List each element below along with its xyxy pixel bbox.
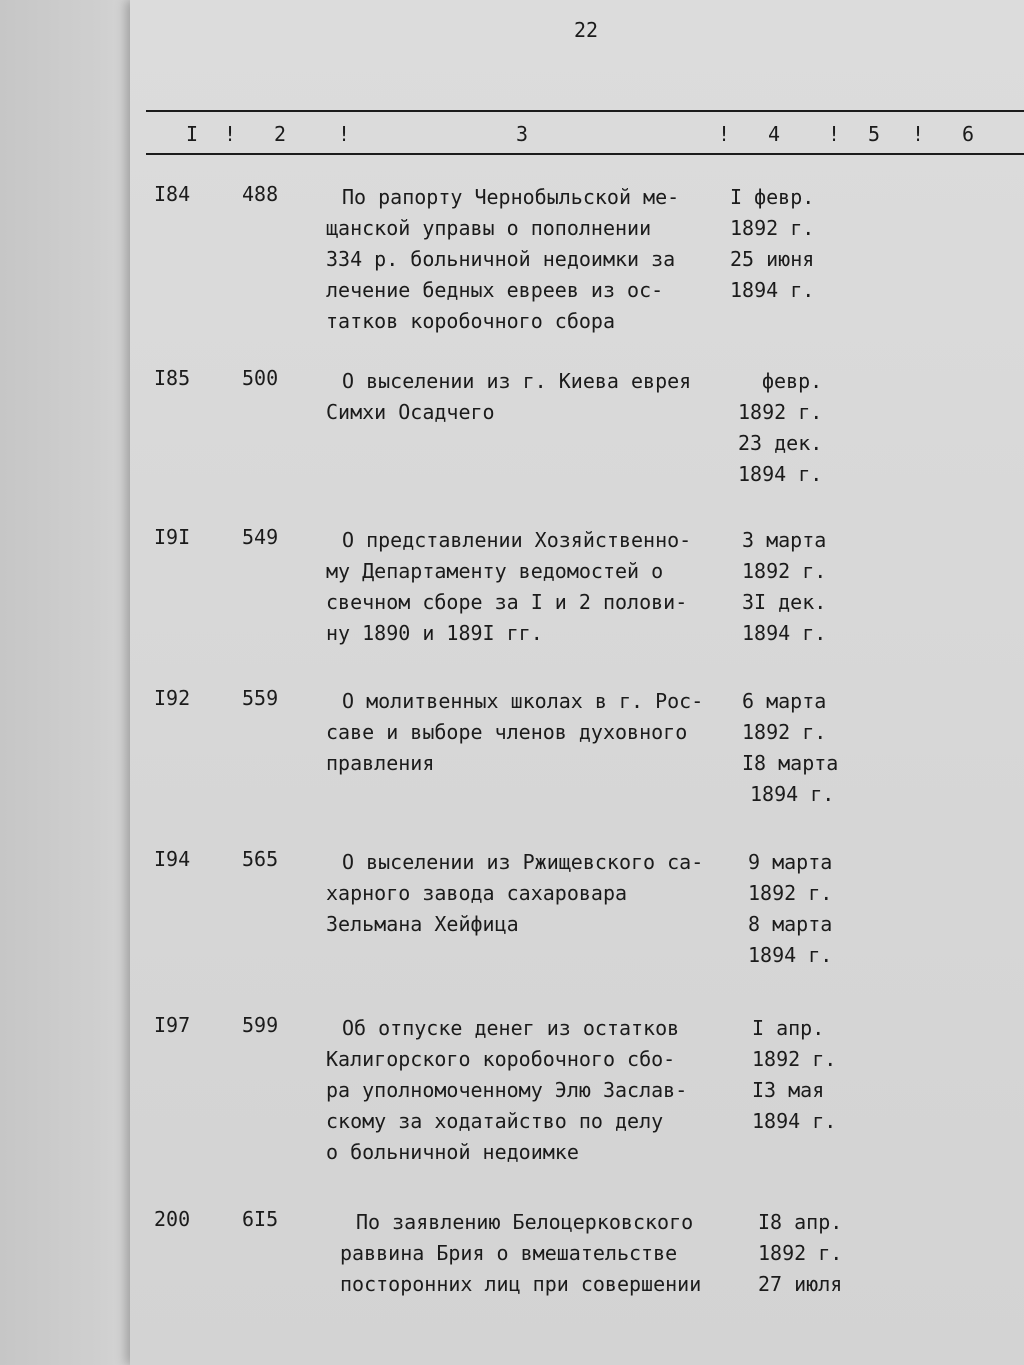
- date-line: 1892 г.: [752, 1047, 837, 1071]
- row-doc-number: 549: [242, 525, 279, 549]
- date-line: 1894 г.: [750, 782, 835, 806]
- date-line: 1894 г.: [742, 621, 827, 645]
- header-separator: !: [912, 122, 925, 146]
- row-number: I85: [154, 366, 191, 390]
- date-line: 6 марта: [742, 689, 827, 713]
- description-line: Симхи Осадчего: [326, 400, 495, 424]
- description-line: харного завода сахаровара: [326, 881, 628, 905]
- date-line: 1892 г.: [742, 559, 827, 583]
- row-description: [326, 525, 746, 649]
- row-doc-number: 500: [242, 366, 279, 390]
- page-number: 22: [574, 18, 599, 42]
- date-line: 1892 г.: [758, 1241, 843, 1265]
- description-line: татков коробочного сбора: [326, 309, 615, 333]
- description-line: Калигорского коробочного сбо-: [326, 1047, 676, 1071]
- description-line: 334 р. больничной недоимки за: [326, 247, 676, 271]
- description-line: правления: [326, 751, 435, 775]
- row-dates: [758, 1207, 898, 1300]
- date-line: 1892 г.: [742, 720, 827, 744]
- header-separator: !: [338, 122, 351, 146]
- date-line: 25 июня: [730, 247, 815, 271]
- row-dates: [742, 686, 882, 810]
- row-doc-number: 488: [242, 182, 279, 206]
- row-doc-number: 6I5: [242, 1207, 279, 1231]
- description-line: О выселении из Ржищевского са-: [342, 850, 704, 874]
- row-doc-number: 559: [242, 686, 279, 710]
- date-line: 23 дек.: [738, 431, 823, 455]
- description-line: ну 1890 и 189I гг.: [326, 621, 543, 645]
- description-line: О представлении Хозяйственно-: [342, 528, 692, 552]
- row-description: [340, 1207, 760, 1300]
- description-line: щанской управы о пополнении: [326, 216, 652, 240]
- description-line: лечение бедных евреев из ос-: [326, 278, 664, 302]
- header-col-6: 6: [962, 122, 975, 146]
- date-line: 9 марта: [748, 850, 833, 874]
- row-doc-number: 565: [242, 847, 279, 871]
- header-separator: !: [718, 122, 731, 146]
- row-dates: [742, 525, 882, 649]
- row-doc-number: 599: [242, 1013, 279, 1037]
- description-line: Зельмана Хейфица: [326, 912, 519, 936]
- header-col-5: 5: [868, 122, 881, 146]
- date-line: I8 марта: [742, 751, 839, 775]
- row-number: I84: [154, 182, 191, 206]
- facing-page-edge: [0, 0, 140, 1365]
- row-dates: [738, 366, 878, 490]
- row-dates: [752, 1013, 892, 1137]
- description-line: скому за ходатайство по делу: [326, 1109, 664, 1133]
- row-dates: [730, 182, 870, 306]
- date-line: 1894 г.: [748, 943, 833, 967]
- header-separator: !: [224, 122, 237, 146]
- date-line: 1894 г.: [752, 1109, 837, 1133]
- header-col-1: I: [186, 122, 199, 146]
- date-line: 1894 г.: [730, 278, 815, 302]
- date-line: 1892 г.: [748, 881, 833, 905]
- row-number: I92: [154, 686, 191, 710]
- header-col-4: 4: [768, 122, 781, 146]
- description-line: О выселении из г. Киева еврея: [342, 369, 692, 393]
- row-description: [326, 366, 746, 428]
- row-dates: [748, 847, 888, 971]
- description-line: о больничной недоимке: [326, 1140, 579, 1164]
- date-line: 3 марта: [742, 528, 827, 552]
- date-line: I3 мая: [752, 1078, 825, 1102]
- description-line: По рапорту Чернобыльской ме-: [342, 185, 680, 209]
- date-line: 8 марта: [748, 912, 833, 936]
- row-number: I94: [154, 847, 191, 871]
- date-line: 1892 г.: [730, 216, 815, 240]
- description-line: раввина Брия о вмешательстве: [340, 1241, 678, 1265]
- description-line: саве и выборе членов духовного: [326, 720, 688, 744]
- row-description: [326, 182, 746, 337]
- row-number: I9I: [154, 525, 191, 549]
- date-line: февр.: [762, 369, 823, 393]
- row-number: 200: [154, 1207, 191, 1231]
- description-line: Об отпуске денег из остатков: [342, 1016, 680, 1040]
- header-bottom-rule: [146, 153, 1024, 155]
- row-description: [326, 847, 746, 940]
- header-top-rule: [146, 110, 1024, 112]
- description-line: О молитвенных школах в г. Рос-: [342, 689, 704, 713]
- description-line: му Департаменту ведомостей о: [326, 559, 664, 583]
- date-line: I8 апр.: [758, 1210, 843, 1234]
- row-number: I97: [154, 1013, 191, 1037]
- date-line: 1892 г.: [738, 400, 823, 424]
- date-line: I февр.: [730, 185, 815, 209]
- header-col-2: 2: [274, 122, 287, 146]
- row-description: [326, 686, 746, 779]
- description-line: посторонних лиц при совершении: [340, 1272, 702, 1296]
- header-separator: !: [828, 122, 841, 146]
- date-line: I апр.: [752, 1016, 825, 1040]
- date-line: 3I дек.: [742, 590, 827, 614]
- description-line: ра уполномоченному Элю Заслав-: [326, 1078, 688, 1102]
- description-line: свечном сборе за I и 2 полови-: [326, 590, 688, 614]
- row-description: [326, 1013, 746, 1168]
- date-line: 27 июля: [758, 1272, 843, 1296]
- date-line: 1894 г.: [738, 462, 823, 486]
- description-line: По заявлению Белоцерковского: [356, 1210, 694, 1234]
- header-col-3: 3: [516, 122, 529, 146]
